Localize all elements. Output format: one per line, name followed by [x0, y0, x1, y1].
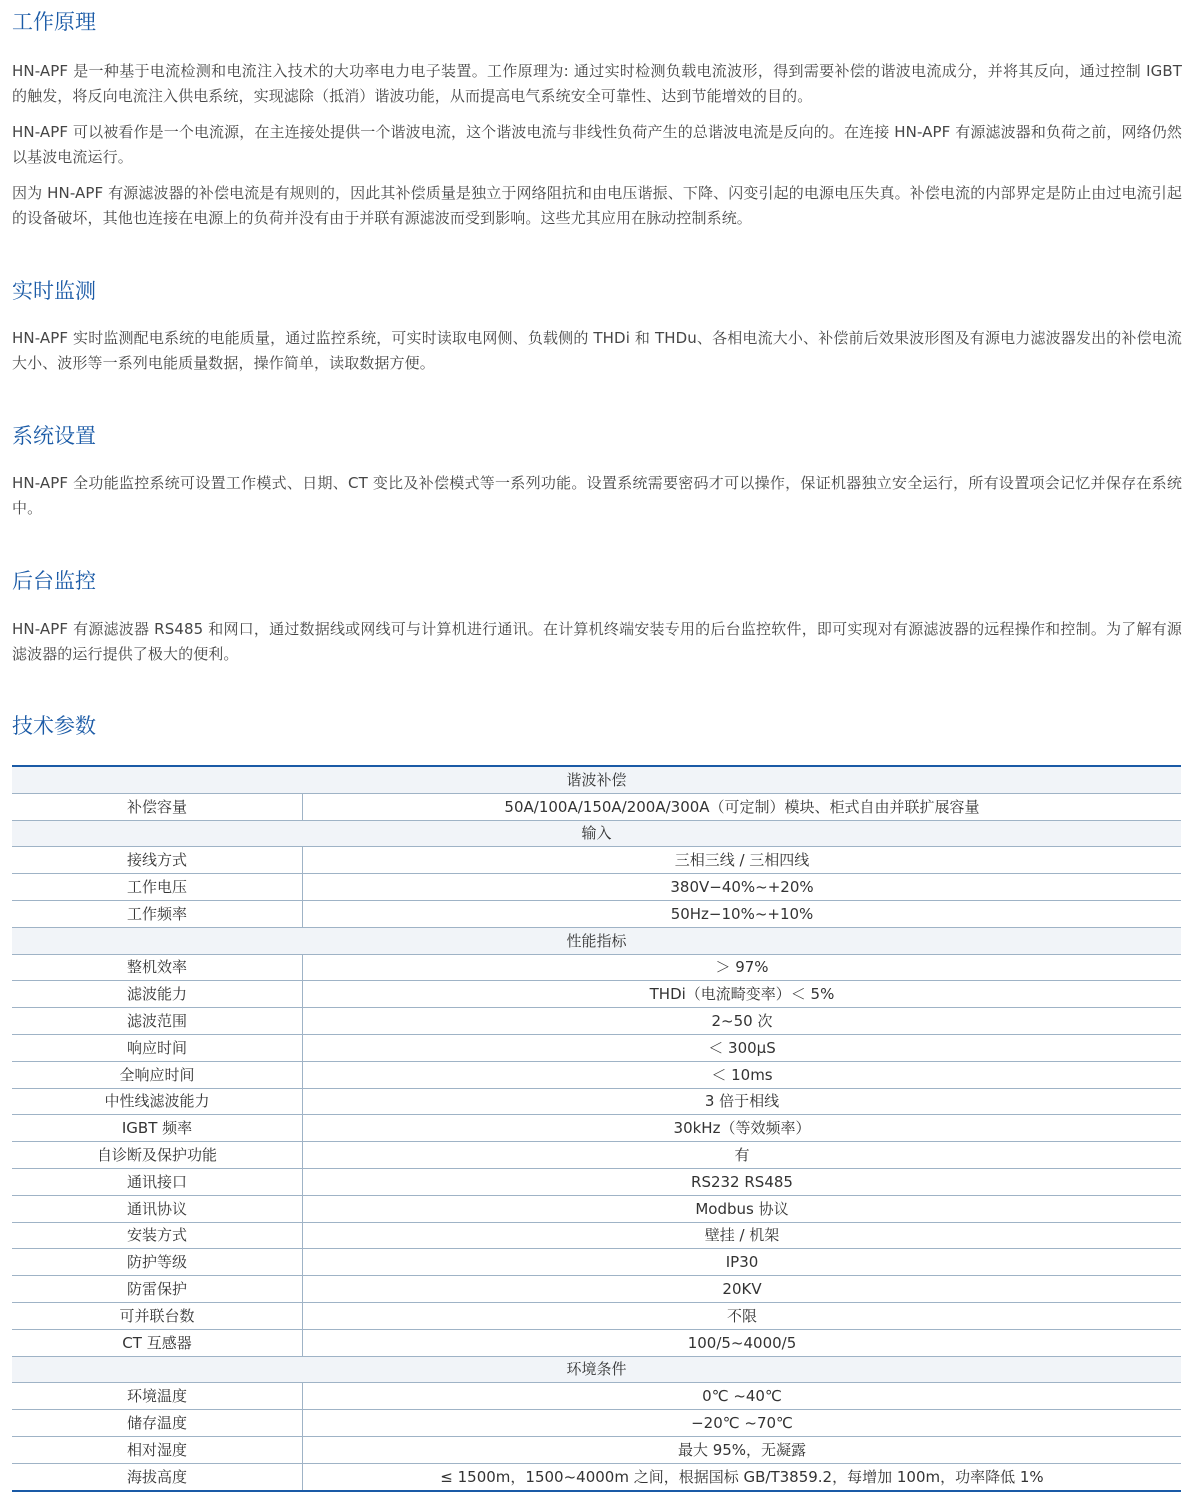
spec-value: 50Hz−10%~+10%	[303, 900, 1182, 927]
spec-value: ＜ 300μS	[303, 1034, 1182, 1061]
spec-label: 防护等级	[12, 1249, 303, 1276]
spec-value: 有	[303, 1142, 1182, 1169]
spec-value: 0℃ ~40℃	[303, 1383, 1182, 1410]
spec-value: 三相三线 / 三相四线	[303, 847, 1182, 874]
spec-row	[12, 1463, 1181, 1490]
backend-monitoring-paragraph: HN-APF 有源滤波器 RS485 和网口，通过数据线或网线可与计算机进行通讯。在计算机终端安装专用的后台监控软件，即可实现对有源滤波器的远程操作和控制。为了解有源滤波器的运行提供了极大的便利。	[12, 620, 1182, 663]
system-settings-paragraph: HN-APF 全功能监控系统可设置工作模式、日期、CT 变比及补偿模式等一系列功能。设置系统需要密码才可以操作，保证机器独立安全运行，所有设置项会记忆并保存在系统中。	[12, 474, 1182, 517]
spec-row	[12, 793, 1181, 820]
section-title-technical-parameters: 技术参数	[12, 714, 96, 738]
spec-label: 自诊断及保护功能	[12, 1142, 303, 1169]
working-principle-paragraph-3: 因为 HN-APF 有源滤波器的补偿电流是有规则的，因此其补偿质量是独立于网络阻抗和由电压谐振、下降、闪变引起的电源电压失真。补偿电流的内部界定是防止由过电流引起的设备破坏，其他也连接在电源上的负荷并没有由于并联有源滤波而受到影响。这些尤其应用在脉动控制系统。	[12, 184, 1182, 227]
spec-row	[12, 874, 1181, 901]
section-title-realtime-monitoring: 实时监测	[12, 279, 96, 303]
spec-label: 相对湿度	[12, 1436, 303, 1463]
spec-row	[12, 847, 1181, 874]
spec-value: THDi（电流畸变率）＜ 5%	[303, 981, 1182, 1008]
spec-group-row	[12, 820, 1181, 847]
spec-label: IGBT 频率	[12, 1115, 303, 1142]
spec-row	[12, 1302, 1181, 1329]
spec-row	[12, 900, 1181, 927]
section-title-system-settings: 系统设置	[12, 424, 96, 448]
spec-row	[12, 1195, 1181, 1222]
spec-label: 储存温度	[12, 1410, 303, 1437]
spec-group-row	[12, 1356, 1181, 1383]
spec-label: 可并联台数	[12, 1302, 303, 1329]
spec-label: 滤波范围	[12, 1008, 303, 1035]
spec-group-title: 环境条件	[12, 1356, 1181, 1383]
spec-value: ＞ 97%	[303, 954, 1182, 981]
spec-label: 补偿容量	[12, 793, 303, 820]
spec-row	[12, 1142, 1181, 1169]
spec-value: 最大 95%，无凝露	[303, 1436, 1182, 1463]
spec-label: 通讯协议	[12, 1195, 303, 1222]
spec-label: 防雷保护	[12, 1276, 303, 1303]
working-principle-paragraph-1: HN-APF 是一种基于电流检测和电流注入技术的大功率电力电子装置。工作原理为: 通过实时检测负载电流波形，得到需要补偿的谐波电流成分，并将其反向，通过控制 IGBT 的触发，将反向电流注入供电系统，实现滤除（抵消）谐波功能，从而提高电气系统安全可靠性、达到节能增效的目的。	[12, 62, 1182, 105]
spec-value: 壁挂 / 机架	[303, 1222, 1182, 1249]
spec-label: 通讯接口	[12, 1168, 303, 1195]
spec-label: 安装方式	[12, 1222, 303, 1249]
realtime-monitoring-paragraph: HN-APF 实时监测配电系统的电能质量，通过监控系统，可实时读取电网侧、负载侧的 THDi 和 THDu、各相电流大小、补偿前后效果波形图及有源电力滤波器发出的补偿电流大小、波形等一系列电能质量数据，操作简单，读取数据方便。	[12, 329, 1182, 372]
spec-value: IP30	[303, 1249, 1182, 1276]
spec-row	[12, 1329, 1181, 1356]
spec-row	[12, 1249, 1181, 1276]
spec-value: ≤ 1500m，1500~4000m 之间，根据国标 GB/T3859.2，每增加 100m，功率降低 1%	[303, 1463, 1182, 1490]
spec-row	[12, 1115, 1181, 1142]
spec-label: 滤波能力	[12, 981, 303, 1008]
spec-group-row	[12, 927, 1181, 954]
section-title-working-principle: 工作原理	[12, 10, 96, 34]
spec-value: 50A/100A/150A/200A/300A（可定制）模块、柜式自由并联扩展容量	[303, 793, 1182, 820]
spec-label: 工作频率	[12, 900, 303, 927]
spec-value: −20℃ ~70℃	[303, 1410, 1182, 1437]
spec-row	[12, 1061, 1181, 1088]
spec-value: 380V−40%~+20%	[303, 874, 1182, 901]
spec-group-title: 谐波补偿	[12, 766, 1181, 793]
section-title-backend-monitoring: 后台监控	[12, 569, 96, 593]
spec-row	[12, 1436, 1181, 1463]
spec-value: 不限	[303, 1302, 1182, 1329]
spec-row	[12, 981, 1181, 1008]
spec-value: 3 倍于相线	[303, 1088, 1182, 1115]
spec-value: Modbus 协议	[303, 1195, 1182, 1222]
spec-row	[12, 1222, 1181, 1249]
spec-value: 20KV	[303, 1276, 1182, 1303]
spec-label: 接线方式	[12, 847, 303, 874]
spec-group-row	[12, 766, 1181, 793]
spec-group-title: 输入	[12, 820, 1181, 847]
spec-row	[12, 1410, 1181, 1437]
working-principle-paragraph-2: HN-APF 可以被看作是一个电流源，在主连接处提供一个谐波电流，这个谐波电流与非线性负荷产生的总谐波电流是反向的。在连接 HN-APF 有源滤波器和负荷之前，网络仍然以基波电流运行。	[12, 123, 1182, 166]
spec-value: 100/5~4000/5	[303, 1329, 1182, 1356]
spec-row	[12, 1008, 1181, 1035]
spec-value: ＜ 10ms	[303, 1061, 1182, 1088]
spec-label: CT 互感器	[12, 1329, 303, 1356]
spec-value: RS232 RS485	[303, 1168, 1182, 1195]
spec-label: 全响应时间	[12, 1061, 303, 1088]
spec-value: 2~50 次	[303, 1008, 1182, 1035]
spec-row	[12, 1276, 1181, 1303]
spec-label: 工作电压	[12, 874, 303, 901]
spec-label: 整机效率	[12, 954, 303, 981]
spec-label: 海拔高度	[12, 1463, 303, 1490]
spec-row	[12, 1383, 1181, 1410]
spec-label: 环境温度	[12, 1383, 303, 1410]
spec-row	[12, 1034, 1181, 1061]
spec-table	[12, 765, 1181, 1492]
spec-value: 30kHz（等效频率）	[303, 1115, 1182, 1142]
spec-row	[12, 954, 1181, 981]
spec-label: 中性线滤波能力	[12, 1088, 303, 1115]
spec-group-title: 性能指标	[12, 927, 1181, 954]
spec-label: 响应时间	[12, 1034, 303, 1061]
spec-row	[12, 1088, 1181, 1115]
spec-row	[12, 1168, 1181, 1195]
